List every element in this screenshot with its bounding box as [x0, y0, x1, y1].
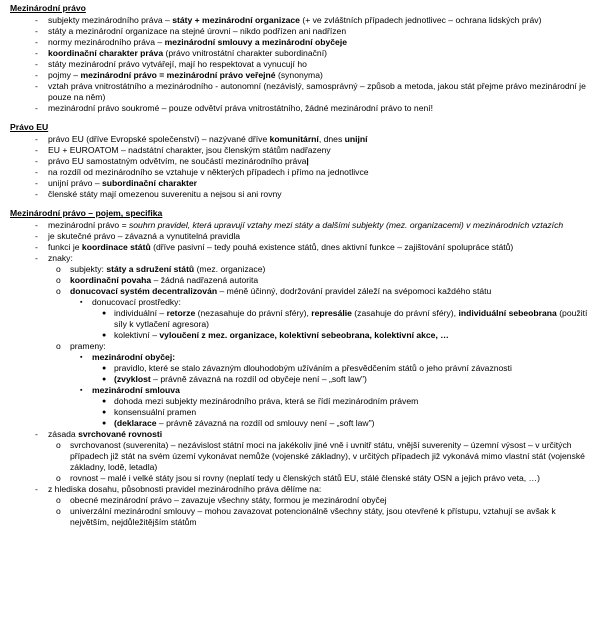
- text-segment: – právně závazná na rozdíl od obyčeje není – „soft law"): [150, 374, 367, 384]
- list-item: [102, 308, 590, 330]
- text-segment: koordinační charakter práva: [48, 48, 164, 58]
- bullet-marker: ●: [102, 398, 107, 405]
- bullet-marker: -: [35, 70, 38, 80]
- list-item: [102, 330, 590, 341]
- bullet-marker: o: [56, 440, 61, 450]
- text-segment: mezinárodní právo soukromé – pouze odvětví práva vnitrostátního, žádné mezinárodní právo to není!: [48, 103, 434, 113]
- text-segment: komunitární: [269, 134, 319, 144]
- text-segment: obecné mezinárodní právo – zavazuje všechny státy, formou je mezinárodní obyčej: [70, 495, 387, 505]
- text-segment: právo EU (dříve Evropské společenství) – nazývané dříve: [48, 134, 270, 144]
- list-item: [35, 37, 590, 48]
- text-segment: mezinárodní právo =: [48, 220, 129, 230]
- bullet-marker: -: [35, 484, 38, 494]
- text-segment: (zasahuje do právní sféry),: [351, 308, 459, 318]
- text-segment: je skutečné právo – závazná a vynutitelná pravidla: [48, 231, 241, 241]
- bullet-list: [10, 15, 590, 114]
- text-segment: mezinárodní obyčej:: [92, 352, 176, 362]
- list-item: [35, 103, 590, 114]
- text-segment: donucovací systém decentralizován: [70, 286, 218, 296]
- bullet-marker: o: [56, 264, 61, 274]
- nested-list: [48, 264, 590, 429]
- bullet-marker: -: [35, 253, 38, 263]
- text-segment: zásada: [48, 429, 79, 439]
- text-segment: rovnost – malé i velké státy jsou si rovny (neplatí tedy u členských států EU, stálé členské státy OSN a jejich právo veta, …): [70, 473, 540, 483]
- section-heading: Právo EU: [10, 122, 49, 132]
- section: [10, 208, 590, 528]
- bullet-marker: ●: [102, 376, 107, 383]
- text-segment: subordinační charakter: [101, 178, 198, 188]
- text-segment: (synonyma): [275, 70, 323, 80]
- text-segment: represálie: [311, 308, 352, 318]
- text-segment: – méně účinný, dodržování pravidel záleží na svépomoci každého státu: [217, 286, 492, 296]
- bullet-marker: -: [35, 189, 38, 199]
- text-segment: na rozdíl od mezinárodního se vztahuje v některých případech i přímo na jednotlivce: [48, 167, 369, 177]
- list-item: [80, 385, 590, 429]
- text-segment: individuální –: [114, 308, 167, 318]
- bullet-marker: ▪: [80, 387, 83, 394]
- text-segment: (právo vnitrostátní charakter subordinační): [163, 48, 327, 58]
- bullet-marker: -: [35, 37, 38, 47]
- list-item: [35, 70, 590, 81]
- list-item: [56, 275, 590, 286]
- text-segment: funkci je: [48, 242, 82, 252]
- list-item: [35, 134, 590, 145]
- text-segment: prameny:: [70, 341, 106, 351]
- list-item: [56, 341, 590, 429]
- text-segment: (deklarace: [114, 418, 157, 428]
- nested-list: [70, 297, 590, 341]
- bullet-marker: ●: [102, 332, 107, 339]
- bullet-marker: -: [35, 145, 38, 155]
- section: [10, 122, 590, 200]
- bullet-marker: o: [56, 341, 61, 351]
- nested-list: [48, 440, 590, 484]
- bullet-marker: ●: [102, 310, 107, 317]
- text-segment: subjekty mezinárodního práva –: [48, 15, 173, 25]
- bullet-marker: ●: [102, 409, 107, 416]
- list-item: [35, 167, 590, 178]
- text-segment: právo EU samostatným odvětvím, ne součástí mezinárodního práva: [48, 156, 307, 166]
- text-segment: (dříve pasivní – tedy pouhá existence států, dnes aktivní funkce – zajištování spolupráce států): [150, 242, 514, 252]
- text-segment: pojmy –: [48, 70, 81, 80]
- list-item: [102, 363, 590, 374]
- text-segment: |: [306, 156, 309, 166]
- text-segment: univerzální mezinárodní smlouvy – mohou zavazovat potencionálně všechny státy, jsou otevřené k přístupu, vztahují se avšak k největším, nejdůležitějším státům: [70, 506, 556, 527]
- bullet-marker: ●: [102, 420, 107, 427]
- text-segment: svrchovanost (suverenita) – nezávislost státní moci na jakékoliv jiné vně i uvnitř státu, vnější suverenity – územní výsost – v určitých případech již stát na svém území vykonávat nemůže (vojenské základny), v určitých případech již vykonává mimo vlastní stát (vojenské základny, lodě, letadla): [70, 440, 585, 472]
- text-segment: subjekty:: [70, 264, 107, 274]
- list-item: [80, 297, 590, 341]
- text-segment: normy mezinárodního práva –: [48, 37, 165, 47]
- section-heading: Mezinárodní právo: [10, 3, 86, 13]
- bullet-marker: o: [56, 286, 61, 296]
- bullet-marker: -: [35, 220, 38, 230]
- list-item: [35, 253, 590, 429]
- list-item: [102, 407, 590, 418]
- text-segment: unijní: [344, 134, 368, 144]
- text-segment: , dnes: [318, 134, 345, 144]
- nested-list: [92, 363, 590, 385]
- bullet-marker: -: [35, 26, 38, 36]
- bullet-marker: -: [35, 167, 38, 177]
- text-segment: znaky:: [48, 253, 73, 263]
- bullet-list: [10, 220, 590, 528]
- bullet-marker: o: [56, 495, 61, 505]
- list-item: [56, 264, 590, 275]
- bullet-marker: -: [35, 429, 38, 439]
- text-segment: svrchované rovnosti: [78, 429, 163, 439]
- list-item: [102, 418, 590, 429]
- text-segment: z hlediska dosahu, působnosti pravidel mezinárodního práva dělíme na:: [48, 484, 322, 494]
- text-segment: (nezasahuje do právní sféry),: [195, 308, 312, 318]
- text-segment: vylоučení z mez. organizace, kolektivní sebeobrana, kolektivní akce, …: [159, 330, 449, 340]
- list-item: [35, 189, 590, 200]
- section-heading: Mezinárodní právo – pojem, specifika: [10, 208, 163, 218]
- bullet-marker: ▪: [80, 354, 83, 361]
- list-item: [56, 440, 590, 473]
- list-item: [102, 396, 590, 407]
- text-segment: mezinárodní smlouvy a mezinárodní obyčeje: [164, 37, 347, 47]
- bullet-marker: -: [35, 178, 38, 188]
- bullet-marker: ▪: [80, 299, 83, 306]
- nested-list: [70, 352, 590, 429]
- text-segment: (použití síly k vytlačení agresora): [114, 308, 588, 329]
- bullet-list: [10, 134, 590, 200]
- text-segment: donucovací prostředky:: [92, 297, 181, 307]
- text-segment: – právně závazná na rozdíl od smlouvy není – „soft law"): [156, 418, 375, 428]
- list-item: [35, 178, 590, 189]
- list-item: [35, 231, 590, 242]
- bullet-marker: o: [56, 506, 61, 516]
- text-segment: souhrn pravidel, která upravují vztahy mezi státy a dalšími subjekty (mez. organizacemi) v mezinárodních vztazích: [128, 220, 564, 230]
- text-segment: koordinace států: [81, 242, 151, 252]
- list-item: [35, 26, 590, 37]
- section: [10, 3, 590, 114]
- list-item: [35, 48, 590, 59]
- text-segment: mezinárodní smlouva: [92, 385, 180, 395]
- bullet-marker: o: [56, 275, 61, 285]
- list-item: [35, 484, 590, 528]
- list-item: [56, 495, 590, 506]
- text-segment: státy mezinárodní právo vytvářejí, mají ho respektovat a vynucují ho: [48, 59, 307, 69]
- bullet-marker: -: [35, 103, 38, 113]
- text-segment: individuální sebeobrana: [458, 308, 557, 318]
- list-item: [35, 156, 590, 167]
- text-segment: koordinační povaha: [70, 275, 152, 285]
- text-segment: – žádná nadřazená autorita: [151, 275, 259, 285]
- text-segment: státy a mezinárodní organizace na stejné úrovni – nikdo podřízen ani nadřízen: [48, 26, 347, 36]
- text-segment: konsensuální pramen: [114, 407, 197, 417]
- list-item: [56, 506, 590, 528]
- text-segment: EU + EUROATOM – nadstátní charakter, jsou členským státům nadřazeny: [48, 145, 331, 155]
- list-item: [35, 81, 590, 103]
- list-item: [102, 374, 590, 385]
- list-item: [35, 145, 590, 156]
- bullet-marker: -: [35, 134, 38, 144]
- bullet-marker: -: [35, 231, 38, 241]
- list-item: [56, 473, 590, 484]
- list-item: [35, 429, 590, 484]
- nested-list: [92, 308, 590, 341]
- text-segment: (+ ve zvláštních případech jednotlivec – ochrana lidských práv): [299, 15, 542, 25]
- list-item: [35, 220, 590, 231]
- nested-list: [92, 396, 590, 429]
- text-segment: státy a sdružení států: [106, 264, 195, 274]
- text-segment: vztah práva vnitrostátního a mezinárodního - autonomní (nezávislý, samosprávný – způsob a metoda, jakou stát přejme právo mezinárodní je pouze na něm): [48, 81, 586, 102]
- text-segment: (mez. organizace): [194, 264, 266, 274]
- text-segment: státy + mezinárodní organizace: [172, 15, 300, 25]
- nested-list: [48, 495, 590, 528]
- bullet-marker: -: [35, 48, 38, 58]
- bullet-marker: o: [56, 473, 61, 483]
- list-item: [35, 15, 590, 26]
- text-segment: dohoda mezi subjekty mezinárodního práva, která se řídí mezinárodním právem: [114, 396, 419, 406]
- bullet-marker: -: [35, 81, 38, 91]
- bullet-marker: -: [35, 15, 38, 25]
- bullet-marker: ●: [102, 365, 107, 372]
- text-segment: unijní právo –: [48, 178, 102, 188]
- bullet-marker: -: [35, 242, 38, 252]
- list-item: [80, 352, 590, 385]
- text-segment: pravidlo, které se stalo závazným dlouhodobým užíváním a přesvědčením států o jeho právní závaznosti: [114, 363, 512, 373]
- list-item: [35, 59, 590, 70]
- bullet-marker: -: [35, 59, 38, 69]
- text-segment: (zvyklost: [114, 374, 151, 384]
- text-segment: kolektivní –: [114, 330, 160, 340]
- text-segment: členské státy mají omezenou suverenitu a nejsou si ani rovny: [48, 189, 282, 199]
- text-segment: mezinárodní právo = mezinárodní právo veřejné: [80, 70, 276, 80]
- list-item: [56, 286, 590, 341]
- bullet-marker: -: [35, 156, 38, 166]
- list-item: [35, 242, 590, 253]
- text-segment: retorze: [166, 308, 196, 318]
